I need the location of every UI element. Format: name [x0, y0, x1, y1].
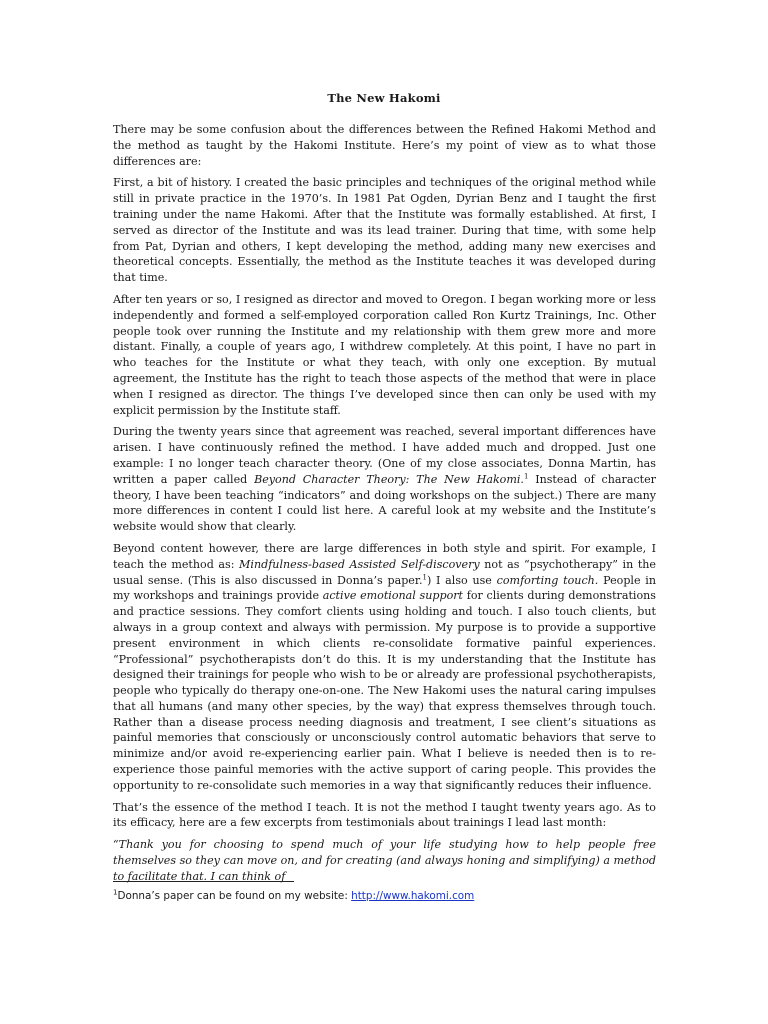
italic-phrase: Mindfulness-based Assisted Self-discovery [239, 557, 480, 571]
footnote-ref: 1 [523, 472, 529, 481]
footnote-ref: 1 [422, 572, 427, 581]
footnote-text: Donna’s paper can be found on my website: [117, 890, 352, 902]
italic-phrase: comforting touch. [496, 573, 599, 587]
italic-phrase: active emotional support [322, 589, 464, 603]
paragraph-essence: That’s the essence of the method I teach. It is not the method I taught twenty years ago. As to its efficacy, here are a few excerpts from testimonials about trainings I lead last month: [113, 800, 656, 830]
paragraph-history: First, a bit of history. I created the basic principles and techniques of the original method while still in private practice in the 1970’s. In 1981 Pat Ogden, Dyrian Benz and I taught the first training under the name Hakomi. After that the Institute was formally established. At first, I served as director of the Institute and was its lead trainer. During that time, with some help from Pat, Dyrian and others, I kept developing the method, adding many new exercises and theoretical concepts. Essentially, the method as the Institute teaches it was developed during that time. [113, 176, 656, 285]
footnote-mark: 1 [113, 888, 118, 897]
page-title: The New Hakomi [327, 91, 441, 105]
document-body [113, 122, 656, 891]
text-span: Instead of character theory, I have been teaching “indicators” and doing workshops on the subject.) There are many more differences in content I could list here. A careful look at my website and the Institute’s website would show that clearly. [113, 472, 656, 534]
footnote [113, 889, 656, 903]
text-span: Beyond content however, there are large differences in both style and spirit. For example, I teach the method as: [113, 541, 656, 571]
text-span: During the twenty years since that agreement was reached, several important differences have arisen. I have continuously refined the method. I have added much and dropped. Just one example: I no longer teach character theory. (One of my close associates, Donna Martin, has written a paper called [113, 425, 656, 486]
paper-title: Beyond Character Theory: The New Hakomi. [254, 472, 524, 486]
text-span: People in my workshops and trainings provide [113, 573, 656, 603]
paragraph-intro: There may be some confusion about the differences between the Refined Hakomi Method and the method as taught by the Hakomi Institute. Here’s my point of view as to what those differences are: [113, 123, 656, 168]
footnote-divider [113, 881, 294, 882]
text-span: for clients during demonstrations and practice sessions. They comfort clients using holding and touch. I also touch clients, but always in a group context and always with permission. My purpose is to provide a supportive present environment in which clients re-consolidate formative painful experiences. “Professional” psychotherapists don’t do this. It is my understanding that the Institute has designed their trainings for people who wish to be or already are professional psychotherapists, people who typically do therapy one-on-one. The New Hakomi uses the natural caring impulses that all humans (and many other species, by the way) that express themselves through touch. Rather than a disease process needing diagnosis and treatment, I see client’s situations as painful memories that consciously or unconsciously control automatic behaviors that serve to minimize and/or avoid re-experiencing earlier pain. What I believe is needed then is to re-experience those painful memories with the active support of caring people. This provides the opportunity to re-consolidate such memories in a way that significantly reduces their influence. [113, 589, 656, 792]
testimonial-quote: “Thank you for choosing to spend much of your life studying how to help people free themselves so they can move on, and for creating (and always honing and simplifying) a method to facilitate that. I can think of [113, 838, 656, 883]
paragraph-style-spirit [113, 541, 656, 794]
text-span: not as “psychotherapy” in the usual sense. (This is also discussed in Donna’s paper. [113, 557, 656, 587]
website-link[interactable]: http://www.hakomi.com [351, 890, 475, 902]
paragraph-resignation: After ten years or so, I resigned as director and moved to Oregon. I began working more or less independently and formed a self-employed corporation called Ron Kurtz Trainings, Inc. Other people took over running the Institute and my relationship with them grew more and more distant. Finally, a couple of years ago, I withdrew completely. At this point, I have no part in who teaches for the Institute or what they teach, with only one exception. By mutual agreement, the Institute has the right to teach those aspects of the method that were in place when I resigned as director. The things I’ve developed since then can only be used with my explicit permission by the Institute staff. [113, 292, 656, 417]
paragraph-differences [113, 424, 656, 535]
text-span: ) I also use [426, 573, 497, 587]
